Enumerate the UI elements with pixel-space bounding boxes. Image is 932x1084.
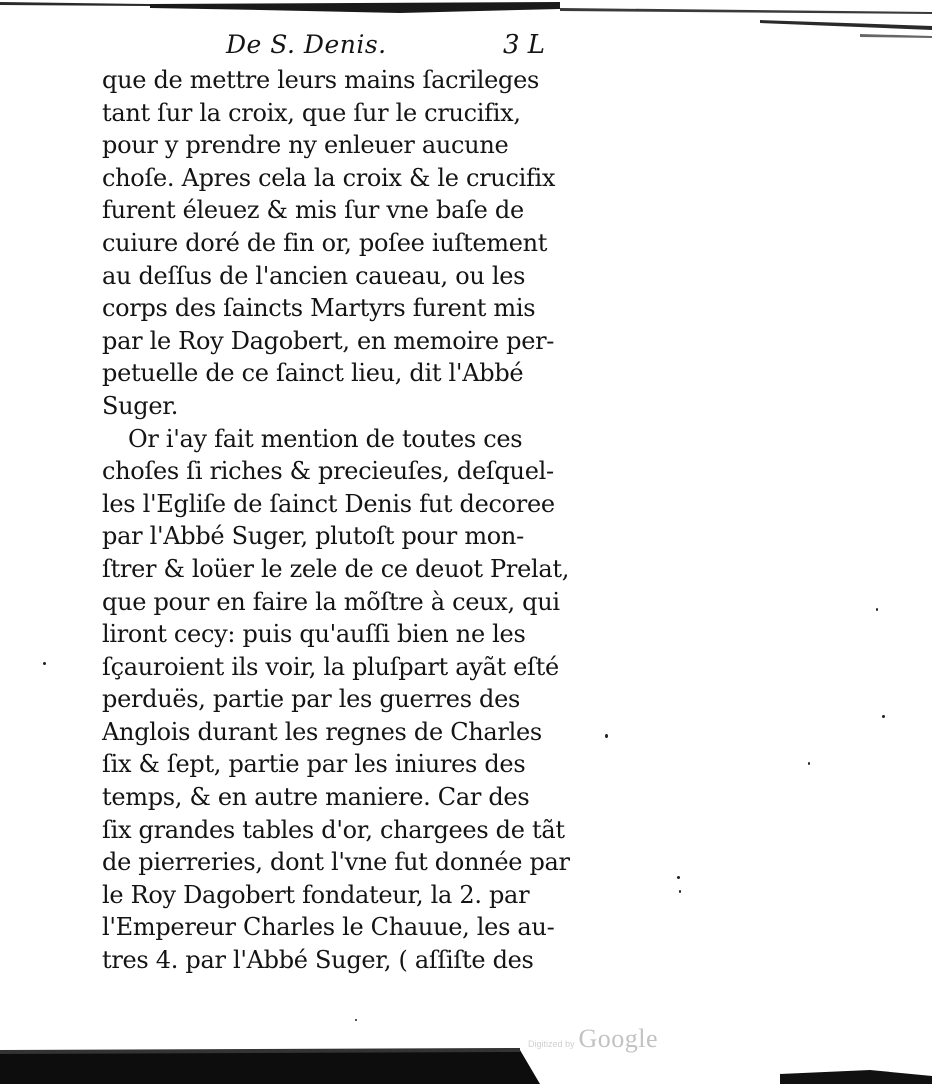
scan-speck bbox=[605, 734, 608, 738]
body-text bbox=[102, 64, 570, 977]
text-line: au deſſus de l'ancien caueau, ou les bbox=[102, 261, 526, 290]
watermark-brand: Google bbox=[578, 1024, 659, 1053]
text-line: ſix grandes tables d'or, chargees de tãt bbox=[102, 815, 565, 844]
scan-speck bbox=[808, 762, 810, 765]
text-line: ſtrer & loüer le zele de ce deuot Prelat, bbox=[102, 554, 570, 583]
text-line: par l'Abbé Suger, plutoſt pour mon- bbox=[102, 522, 524, 551]
scan-top-edge bbox=[0, 0, 932, 40]
paragraph-first-line: Or i'ay fait mention de toutes ces bbox=[128, 424, 523, 453]
text-line: de pierreries, dont l'vne fut donnée par bbox=[102, 848, 570, 877]
text-line: pour y prendre ny enleuer aucune bbox=[102, 131, 509, 160]
scan-speck bbox=[679, 890, 681, 893]
text-line: choſe. Apres cela la croix & le crucifix bbox=[102, 163, 556, 192]
scan-speck bbox=[876, 608, 878, 611]
text-line: Suger. bbox=[102, 391, 179, 420]
text-line: les l'Egliſe de ſainct Denis fut decoree bbox=[102, 489, 555, 518]
text-line: temps, & en autre maniere. Car des bbox=[102, 783, 530, 812]
text-line: choſes ſi riches & precieuſes, deſquel- bbox=[102, 457, 554, 486]
text-line: ſçauroient ils voir, la pluſpart ayãt eſté bbox=[102, 652, 559, 681]
text-line: que pour en faire la mõſtre à ceux, qui bbox=[102, 587, 560, 616]
text-line: cuiure doré de fin or, poſee iuſtement bbox=[102, 228, 548, 257]
text-line: petuelle de ce ſainct lieu, dit l'Abbé bbox=[102, 359, 524, 388]
text-line: Anglois durant les regnes de Charles bbox=[102, 717, 542, 746]
scan-bottom-edge bbox=[0, 1030, 932, 1084]
scan-speck bbox=[43, 662, 46, 665]
watermark-prefix: Digitized by bbox=[528, 1039, 575, 1049]
text-line: ſix & ſept, partie par les iniures des bbox=[102, 750, 526, 779]
text-line: par le Roy Dagobert, en memoire per- bbox=[102, 326, 555, 355]
text-line: tres 4. par l'Abbé Suger, ( aſſiſte des bbox=[102, 946, 534, 975]
scan-speck bbox=[882, 715, 885, 718]
scan-speck bbox=[355, 1019, 357, 1021]
page-number: 3 L bbox=[503, 30, 546, 60]
text-line: perduës, partie par les guerres des bbox=[102, 685, 521, 714]
running-title: De S. Denis. bbox=[226, 30, 387, 59]
text-line: l'Empereur Charles le Chauue, les au- bbox=[102, 913, 555, 942]
text-line: tant ſur la croix, que ſur le crucifix, bbox=[102, 98, 521, 127]
text-line: liront cecy: puis qu'auſſi bien ne les bbox=[102, 620, 526, 649]
text-line: corps des ſaincts Martyrs furent mis bbox=[102, 294, 536, 323]
text-line: que de mettre leurs mains ſacrileges bbox=[102, 66, 540, 94]
text-line: le Roy Dagobert fondateur, la 2. par bbox=[102, 880, 530, 909]
scan-speck bbox=[677, 876, 680, 879]
text-line: furent éleuez & mis ſur vne baſe de bbox=[102, 196, 524, 225]
